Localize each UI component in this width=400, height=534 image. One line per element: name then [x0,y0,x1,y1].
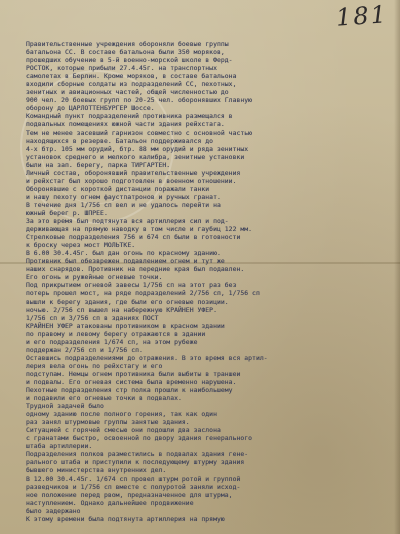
text-line: Противник был обезврежен подавлением огнем и тут же [26,257,225,266]
text-line: одному зданию после полного горения, так как один [26,410,217,419]
text-line: с гранатами быстро, освоенной по двору здания генерального [26,434,253,443]
text-line: штаба артиллерии. [26,442,93,451]
text-line: к броску через мост МОЛЬТКЕ. [26,241,136,250]
text-line: и его подразделения 1/674 сп, на этом рубеже [26,337,198,346]
text-line: установок среднего и мелкого калибра, зенитные установки [26,152,245,161]
text-line: РОСТОК, которые прибыли 27.4.45г. на транспортных [26,64,217,73]
text-line: Тем не менее засевший гарнизон совместно с основной частью [26,128,253,137]
text-line: и нашу пехоту огнем фаустпатронов и ручных гранат. [26,192,221,201]
text-line: наших снарядов. Противник на передние края был подавлен. [26,265,245,274]
text-line: Стрелковые подразделения 756 и 674 сп были в готовности [26,233,241,242]
text-line: южный берег р. ШПРЕЕ. [26,208,108,217]
text-line: Оборонявшие с короткой дистанции поражали танки [26,184,210,193]
text-line: ное положение перед рвом, предназначенное для штурма, [26,490,233,499]
text-line: Его огонь и ружейные огневые точки. [26,273,163,282]
text-line: рального штаба и приступили к последующему штурму здания [26,458,245,467]
text-line: входили сборные солдаты из подразделений СС, пехотных, [26,80,237,89]
text-line: оборону до ЦАРЛОТТЕНБУРГЕР Шоссе. [26,104,155,113]
text-line: 1/756 сп и 3/756 сп в зданиях ПОСТ [26,313,159,322]
text-line: зенитных и авиационных частей, общей численностью до [26,88,229,97]
text-line: находящихся в резерве. Батальон поддерживался до [26,136,214,145]
text-line: батальона СС. В составе батальона были 350 моряков, [26,48,225,57]
text-line: 4-х бтр. 105 мм орудий, бтр. 88 мм орудий и ряда зенитных [26,144,249,153]
text-line: Под прикрытием огневой завесы 1/756 сп на этот раз без [26,281,237,290]
text-line: В 12.00 30.4.45г. 1/674 сп провел штурм ротой и группой [26,474,241,483]
text-line: Трудной задачей было [26,402,104,411]
text-line: лерия вела огонь по рейхстагу и его [26,361,163,370]
text-line: раз занял штурмовые группы занятые здания. [26,418,190,427]
text-line: Командный пункт подразделений противника размещался в [26,112,233,121]
text-line: бывшего министерства внутренних дел. [26,466,167,475]
page-number: 181 [335,0,389,32]
text-line: были на зап. берегу, парка ТИРГАРТЕН. [26,160,171,169]
text-line: по правому и левому берегу отражаются в здании [26,329,206,338]
text-line: За это время был подтянута вся артиллерия сил и под- [26,217,229,226]
page-edge-shadow [394,0,400,534]
text-line: разведчиков и 1/756 сп вместе с полуротой заняли исход- [26,482,241,491]
text-line: Оставшись подразделениями до отражения. В это время вся артил- [26,353,268,362]
text-line: прошедших обучение в 5-й военно-морской школе в Ферд- [26,56,233,65]
text-line: потерь прошел мост, на ряде подразделений 2/756 сп, 1/756 сп [26,289,260,298]
text-line: держивающая на прямую наводку в том числе и гаубиц 122 мм. [26,225,253,234]
text-line: Пехотные подразделения стр полка прошли к наибольшему [26,386,233,395]
text-line: подступам. Немцы огнем противника были выбиты в траншеи [26,369,241,378]
text-line: наступлением. Однако дальнейшее продвижение [26,498,194,507]
text-line: ночью. 2/756 сп вышел на набережную КРАЙНЕН УФЕР. [26,305,217,314]
typed-text-body [26,40,378,523]
text-line: Подразделения полков разместились в подвалах здания гене- [26,450,249,459]
text-line: и подавили его огневые точки в подвалах. [26,394,182,403]
text-line: было задержано [26,506,81,515]
text-line: подвальных помещениях южной части здания рейхстага. [26,120,225,129]
text-line: Правительственные учреждения обороняли боевые группы [26,40,229,48]
text-line: и рейхстаг был хорошо подготовлен в военном отношении. [26,176,237,185]
text-line: Ситуацией с горячей смесью они подошли два заслона [26,426,221,435]
text-line: КРАЙНЕН УФЕР атакованы противником в красном здании [26,321,225,330]
text-line: самолетах в Берлин. Кроме моряков, в составе батальона [26,72,237,81]
text-line: К этому времени была подтянута артиллерия на прямую [26,514,225,523]
text-line: и подвалы. Его огневая система была временно нарушена. [26,377,237,386]
text-line: В 6.00 30.4.45г. был дан огонь по красному зданию. [26,249,221,258]
text-line: В течение дня 1/756 сп вел и не удалось перейти на [26,200,221,209]
text-line: поддержан 2/756 сп и 1/756 сп. [26,345,143,354]
text-line: Личный состав, оборонявший правительственные учреждения [26,168,241,177]
text-line: вышли к берегу здания, где были его огневые позиции. [26,297,229,306]
text-line: 900 чел. 20 боевых групп по 20-25 чел. оборонявших Главную [26,96,253,105]
